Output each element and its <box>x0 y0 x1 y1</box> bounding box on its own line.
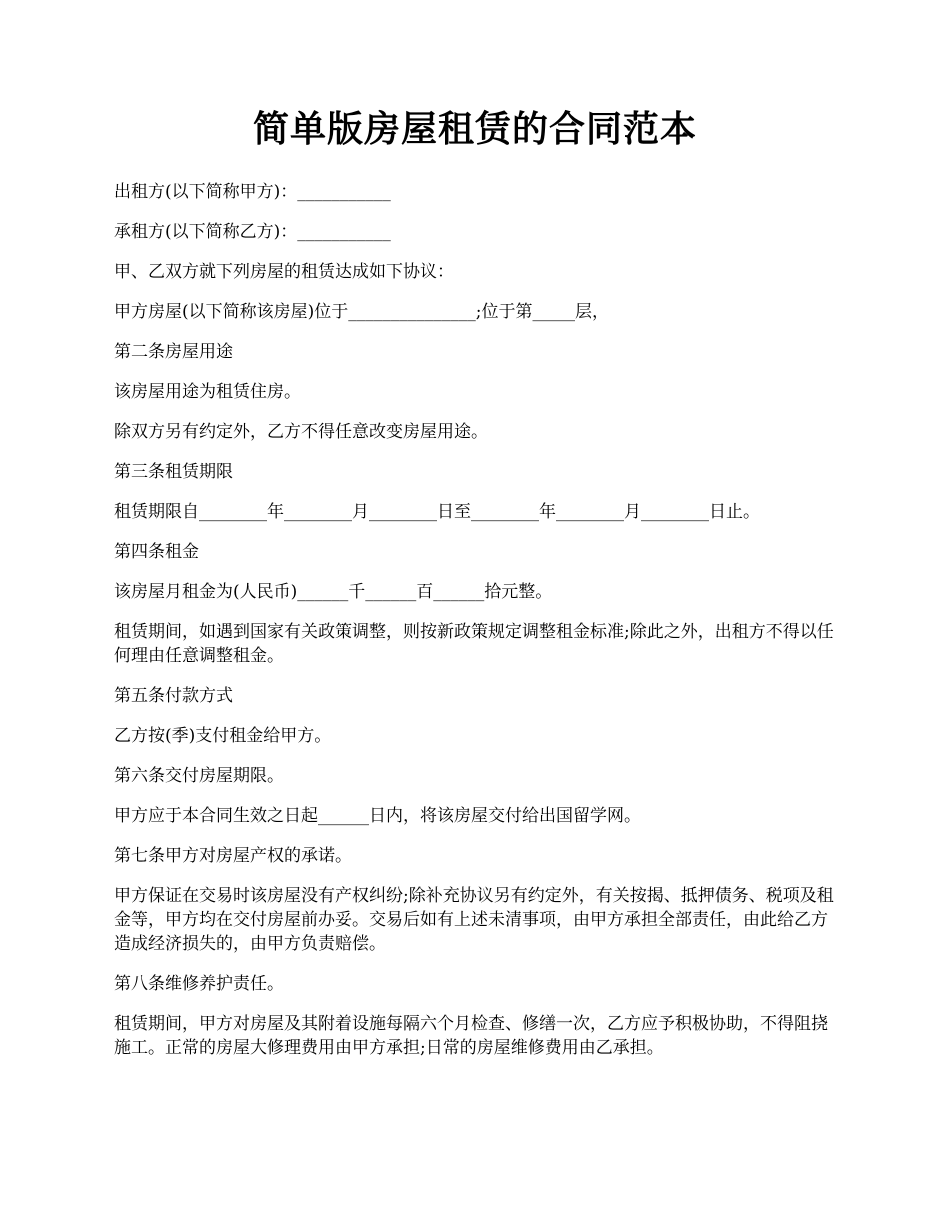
section-heading-article-4: 第四条租金 <box>114 542 199 562</box>
section-heading-article-2: 第二条房屋用途 <box>114 342 233 362</box>
paragraph-lessor: 出租方(以下简称甲方)：___________ <box>114 182 391 202</box>
paragraph-rent-adjustment: 租赁期间，如遇到国家有关政策调整，则按新政策规定调整租金标准;除此之外，出租方不得以任何理由任意调整租金。 <box>114 622 834 666</box>
section-heading-article-5: 第五条付款方式 <box>114 686 233 706</box>
section-heading-article-8: 第八条维修养护责任。 <box>114 974 284 994</box>
document-title: 简单版房屋租赁的合同范本 <box>252 108 697 150</box>
document-body <box>114 180 844 1076</box>
paragraph-lessee: 承租方(以下简称乙方)：___________ <box>114 222 391 242</box>
paragraph-usage-restriction: 除双方另有约定外，乙方不得任意改变房屋用途。 <box>114 422 488 442</box>
paragraph-delivery-deadline: 甲方应于本合同生效之日起______日内，将该房屋交付给出国留学网。 <box>114 806 641 826</box>
paragraph-agreement-intro: 甲、乙双方就下列房屋的租赁达成如下协议： <box>114 262 454 282</box>
paragraph-maintenance: 租赁期间，甲方对房屋及其附着设施每隔六个月检查、修缮一次，乙方应予积极协助，不得阻挠施工。正常的房屋大修理费用由甲方承担;日常的房屋维修费用由乙承担。 <box>114 1014 828 1058</box>
paragraph-payment-method: 乙方按(季)支付租金给甲方。 <box>114 726 332 746</box>
paragraph-property-location: 甲方房屋(以下简称该房屋)位于_______________;位于第_____层， <box>114 302 609 322</box>
section-heading-article-3: 第三条租赁期限 <box>114 462 233 482</box>
section-heading-article-7: 第七条甲方对房屋产权的承诺。 <box>114 846 352 866</box>
section-heading-article-6: 第六条交付房屋期限。 <box>114 766 284 786</box>
paragraph-monthly-rent: 该房屋月租金为(人民币)______千______百______拾元整。 <box>114 582 553 602</box>
paragraph-lease-term: 租赁期限自________年________月________日至________年________月________日止。 <box>114 502 760 522</box>
paragraph-ownership-guarantee: 甲方保证在交易时该房屋没有产权纠纷;除补充协议另有约定外，有关按揭、抵押债务、税项及租金等，甲方均在交付房屋前办妥。交易后如有上述未清事项，由甲方承担全部责任，由此给乙方造成经济损失的，由甲方负责赔偿。 <box>114 886 834 954</box>
paragraph-usage: 该房屋用途为租赁住房。 <box>114 382 301 402</box>
